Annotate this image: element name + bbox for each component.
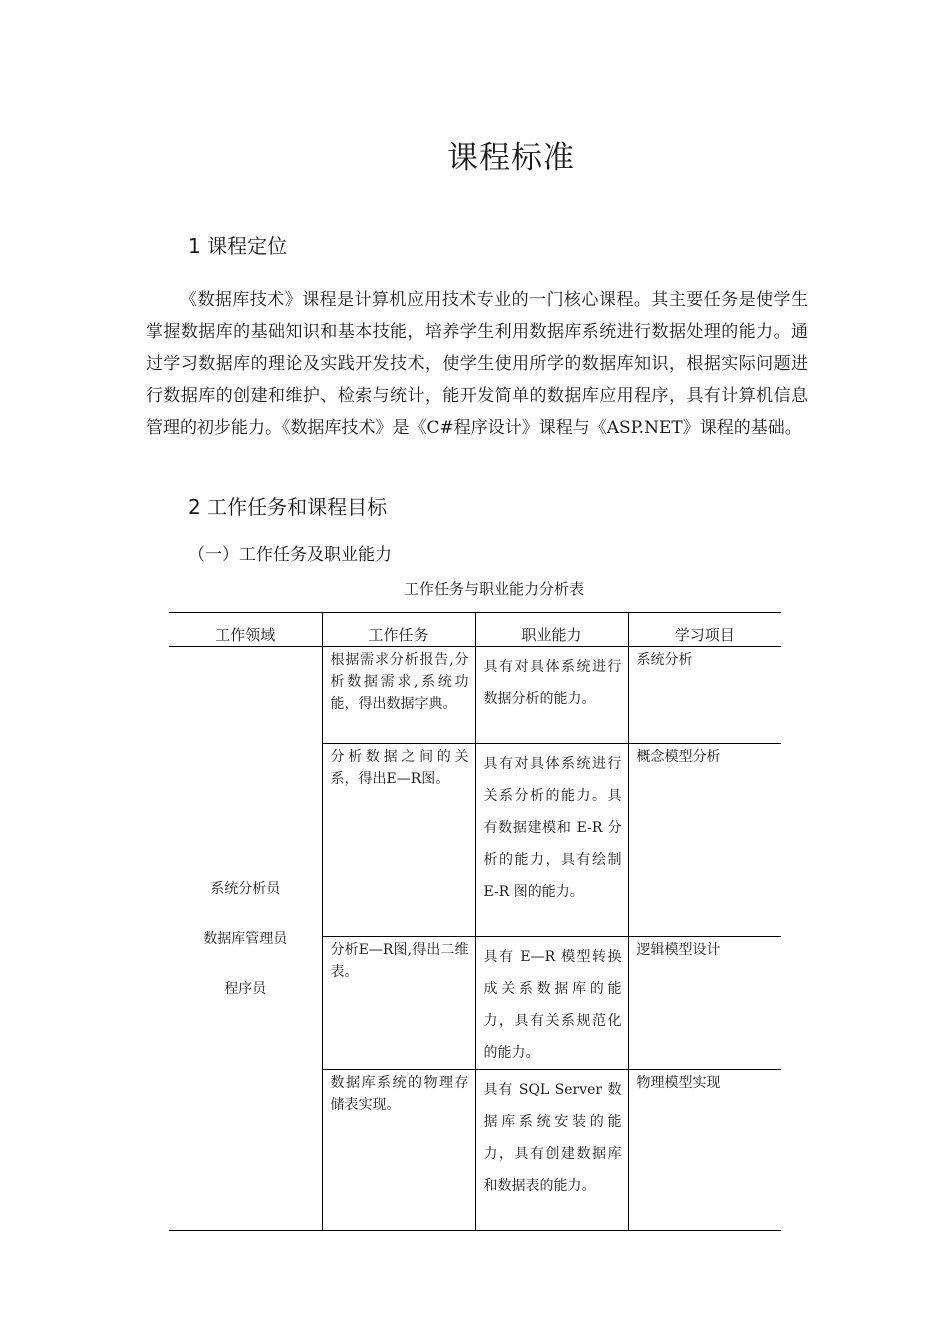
- task-cell: 分析E—R图,得出二维表。: [322, 937, 475, 1070]
- page-title: 课程标准: [447, 140, 575, 176]
- ability-cell: 具有对具体系统进行数据分析的能力。: [475, 647, 628, 744]
- subsection-heading: （一）工作任务及职业能力: [188, 545, 392, 565]
- work-domain-cell: [169, 647, 322, 1231]
- header-professional-ability: 职业能力: [475, 613, 628, 647]
- section-2-heading: 2 工作任务和课程目标: [188, 495, 388, 519]
- course-positioning-paragraph: [146, 284, 808, 444]
- domain-item: 数据库管理员: [203, 930, 288, 947]
- ability-cell: 具有 SQL Server 数据库系统安装的能力，具有创建数据库和数据表的能力。: [475, 1070, 628, 1231]
- project-cell: 系统分析: [628, 647, 781, 744]
- task-cell: 数据库系统的物理存储表实现。: [322, 1070, 475, 1231]
- domain-item: 程序员: [224, 980, 267, 997]
- ability-cell: 具有对具体系统进行关系分析的能力。具有数据建模和 E-R 分析的能力，具有绘制 E-R 图的能力。: [475, 744, 628, 937]
- project-cell: 物理模型实现: [628, 1070, 781, 1231]
- table-row: [169, 647, 781, 744]
- ability-cell: 具有 E—R 模型转换成关系数据库的能力，具有关系规范化的能力。: [475, 937, 628, 1070]
- paragraph-text: 《数据库技术》课程是计算机应用技术专业的一门核心课程。其主要任务是使学生掌握数据库的基础知识和基本技能，培养学生利用数据库系统进行数据处理的能力。通过学习数据库的理论及实践开发技术，使学生使用所学的数据库知识，根据实际问题进行数据库的创建和维护、检索与统计，能开发简单的数据库应用程序，具有计算机信息管理的初步能力。《数据库技术》是《C#程序设计》课程与《ASP.NET》课程的基础。: [146, 290, 808, 438]
- task-cell: 根据需求分析报告,分析数据需求,系统功能，得出数据字典。: [322, 647, 475, 744]
- project-cell: 逻辑模型设计: [628, 937, 781, 1070]
- task-ability-table: [169, 612, 781, 1231]
- table-caption: 工作任务与职业能力分析表: [403, 580, 584, 598]
- table-header-row: [169, 613, 781, 647]
- header-learning-project: 学习项目: [628, 613, 781, 647]
- header-work-task: 工作任务: [322, 613, 475, 647]
- domain-item: 系统分析员: [210, 880, 281, 897]
- section-1-heading: 1 课程定位: [188, 234, 288, 258]
- task-cell: 分析数据之间的关系，得出E—R图。: [322, 744, 475, 937]
- header-work-domain: 工作领域: [169, 613, 322, 647]
- project-cell: 概念模型分析: [628, 744, 781, 937]
